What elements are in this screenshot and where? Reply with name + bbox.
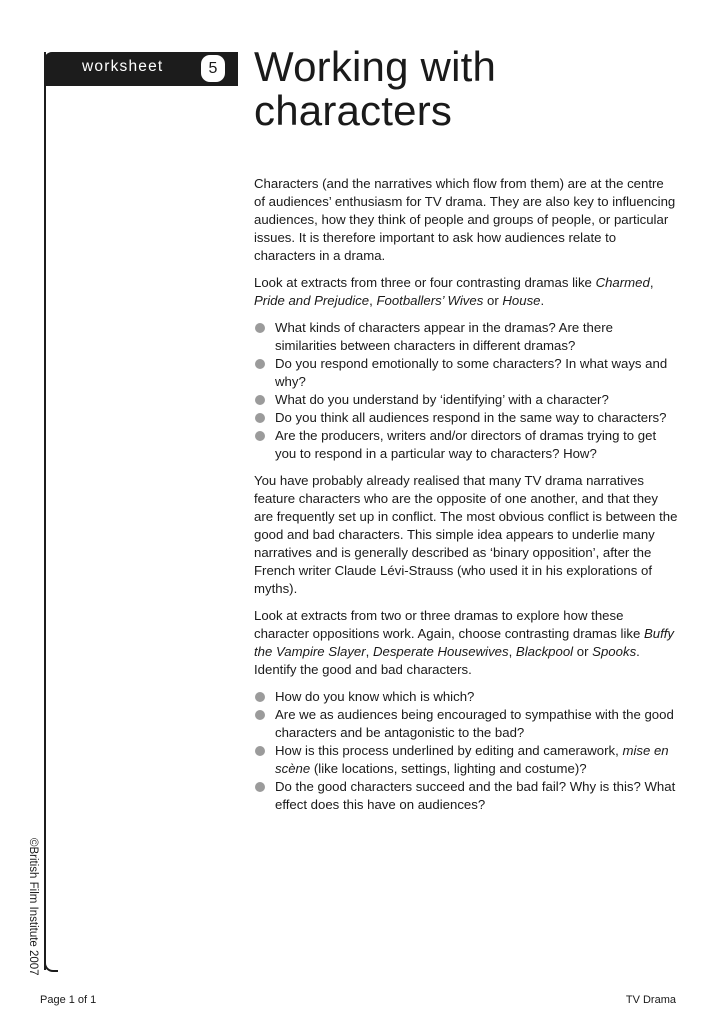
bullet-icon [255, 431, 265, 441]
drama-title: Pride and Prejudice [254, 293, 370, 308]
bullet-icon [255, 692, 265, 702]
bullet-icon [255, 746, 265, 756]
question-list-1 [254, 319, 678, 463]
bullet-icon [255, 782, 265, 792]
bullet-icon [255, 323, 265, 333]
bullet-icon [255, 710, 265, 720]
drama-title: Charmed [595, 275, 650, 290]
bullet-icon [255, 413, 265, 423]
list-item: What kinds of characters appear in the dramas? Are there similarities between characters in different dramas? [254, 319, 678, 355]
list-item: Do you respond emotionally to some characters? In what ways and why? [254, 355, 678, 391]
worksheet-label: worksheet [82, 58, 164, 75]
drama-title: Buffy the Vampire Slayer [254, 626, 675, 659]
task-paragraph-1: Look at extracts from three or four contrasting dramas like Charmed, Pride and Prejudice, Footballers’ Wives or House. [254, 275, 654, 308]
drama-title: Desperate Housewives [372, 644, 509, 659]
copyright-notice: ©British Film Institute 2007 [27, 838, 39, 976]
title-line-1: Working with [254, 43, 497, 90]
list-item: How do you know which is which? [254, 688, 678, 706]
list-item: Are we as audiences being encouraged to sympathise with the good characters and be antagonistic to the bad? [254, 706, 678, 742]
page-title [254, 45, 496, 133]
list-item: Do you think all audiences respond in the same way to characters? [254, 409, 678, 427]
bullet-icon [255, 359, 265, 369]
worksheet-body [254, 175, 678, 823]
list-item: Are the producers, writers and/or directors of dramas trying to get you to respond in a particular way to characters? How? [254, 427, 678, 463]
drama-title: Spooks [592, 644, 637, 659]
list-item: How is this process underlined by editing and camerawork, mise en scène (like locations, settings, lighting and costume)? [254, 742, 678, 778]
drama-title: House [502, 293, 541, 308]
section-label: TV Drama [625, 994, 676, 1006]
sidebar-rule [44, 52, 56, 970]
task-paragraph-2: Look at extracts from two or three dramas to explore how these character oppositions work. Again, choose contrasting dramas like Buffy the Vampire Slayer, Desperate Housewives, Blackpool or Spooks. Identify the good and bad characters. [254, 608, 675, 677]
worksheet-number-badge: 5 [201, 55, 225, 82]
italic-term: mise en scène [275, 743, 669, 776]
drama-title: Blackpool [515, 644, 574, 659]
binary-opposition-paragraph: You have probably already realised that many TV drama narratives feature characters who are the opposite of one another, and that they are frequently set up in conflict. The most obvious conflict is between the good and bad characters. This simple idea appears to underlie many narratives and is generally described as ‘binary opposition’, after the French writer Claude Lévi-Strauss (who used it in his explorations of myths). [254, 473, 678, 596]
page-number: Page 1 of 1 [40, 994, 97, 1006]
title-line-2: characters [254, 87, 453, 134]
question-list-2 [254, 688, 678, 814]
intro-paragraph: Characters (and the narratives which flow from them) are at the centre of audiences’ enthusiasm for TV drama. They are also key to influencing audiences, how they think of people and groups of people, or particular issues. It is therefore important to ask how audiences relate to characters in a drama. [254, 176, 676, 263]
bullet-icon [255, 395, 265, 405]
list-item: What do you understand by ‘identifying’ with a character? [254, 391, 678, 409]
list-item: Do the good characters succeed and the bad fail? Why is this? What effect does this have on audiences? [254, 778, 678, 814]
drama-title: Footballers’ Wives [376, 293, 484, 308]
